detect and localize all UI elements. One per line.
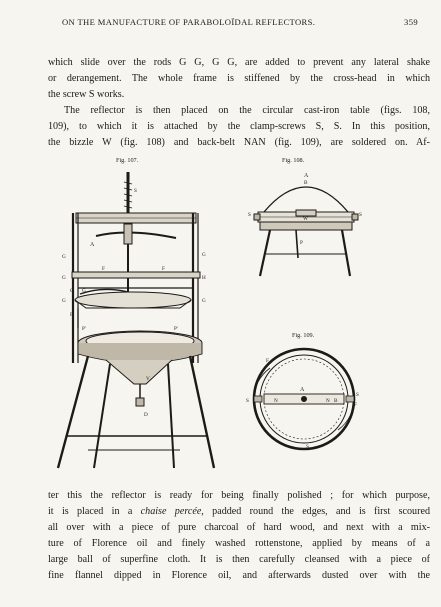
- body-line: The reflector is then placed on the circular cast-iron table (figs. 108,: [64, 105, 430, 116]
- fig107-label: G: [202, 252, 206, 258]
- fig107-label: D: [144, 412, 148, 418]
- fig108-caption: Fig. 108.: [282, 157, 305, 164]
- fig107-label: G: [62, 275, 66, 281]
- body-line: the screw S works.: [48, 89, 125, 100]
- italic-term: chaise percée,: [140, 506, 204, 517]
- body-line: 109), to which it is attached by the clamp-screws S, S. In this position,: [48, 121, 430, 132]
- fig109-label: S: [246, 398, 249, 404]
- fig109-label: N: [326, 398, 330, 404]
- fig109-label: S: [306, 444, 309, 450]
- fig107-label: F: [102, 266, 105, 272]
- fig109-label: B: [334, 398, 338, 404]
- running-head: [62, 17, 418, 27]
- body-line: the bizzle W (fig. 108) and back-belt NAN (fig. 109), are soldered on. Af-: [48, 137, 430, 148]
- fig108-label: A: [304, 173, 309, 179]
- fig107-caption: Fig. 107.: [116, 157, 139, 164]
- fig109-label: F: [266, 358, 269, 364]
- body-line: or derangement. The whole frame is stiffened by the cross-head in which: [48, 73, 430, 84]
- fig107-label: G: [62, 254, 66, 260]
- fig108-label: S: [359, 212, 362, 218]
- text-run: padded round the edges, and is first scoured: [203, 506, 430, 517]
- fig108-reflector-side: [246, 168, 366, 288]
- fig107-label: P': [82, 326, 86, 332]
- fig107-label: C: [70, 288, 74, 294]
- fig107-label: S: [134, 188, 137, 194]
- fig108-label: P: [300, 240, 303, 246]
- fig107-label: F: [70, 312, 73, 318]
- fig107-polishing-machine: [48, 168, 248, 478]
- body-line: ture of Florence oil and finely washed rottenstone, applied by means of a: [48, 538, 430, 549]
- fig107-label: G: [202, 298, 206, 304]
- page-number: 359: [404, 17, 418, 27]
- body-line-italic-phrase: [48, 506, 430, 517]
- fig107-label: V: [146, 376, 150, 382]
- body-line: fine flannel dipped in Florence oil, and afterwards dusted over with the: [48, 570, 430, 581]
- fig108-label: W: [303, 216, 308, 222]
- fig109-label: N: [274, 398, 278, 404]
- fig107-label: F: [162, 266, 165, 272]
- fig107-label: G: [82, 288, 86, 294]
- fig107-label: H: [202, 275, 206, 281]
- fig109-table-top-view: [244, 344, 364, 454]
- fig109-label: F: [354, 402, 357, 408]
- body-line: which slide over the rods G G, G G, are added to prevent any lateral shake: [48, 57, 430, 68]
- fig107-label: A: [90, 242, 95, 248]
- fig107-label: P': [174, 326, 178, 332]
- fig107-label: G: [62, 298, 66, 304]
- fig109-label: S: [356, 392, 359, 398]
- body-line: ter this the reflector is ready for being finally polished ; for which purpose,: [48, 490, 430, 501]
- text-run: it is placed in a: [48, 506, 141, 517]
- body-line: all over with a piece of pure charcoal of hard wood, and next with a mix-: [48, 522, 430, 533]
- fig108-label: B: [304, 180, 308, 186]
- fig109-label: A: [300, 387, 305, 393]
- fig108-label: S: [248, 212, 251, 218]
- fig109-caption: Fig. 109.: [292, 332, 315, 339]
- body-line: large ball of superfine cloth. It is then carefully cleansed with a piece of: [48, 554, 430, 565]
- running-head-title: ON THE MANUFACTURE OF PARABOLOÏDAL REFLECTORS.: [62, 17, 316, 27]
